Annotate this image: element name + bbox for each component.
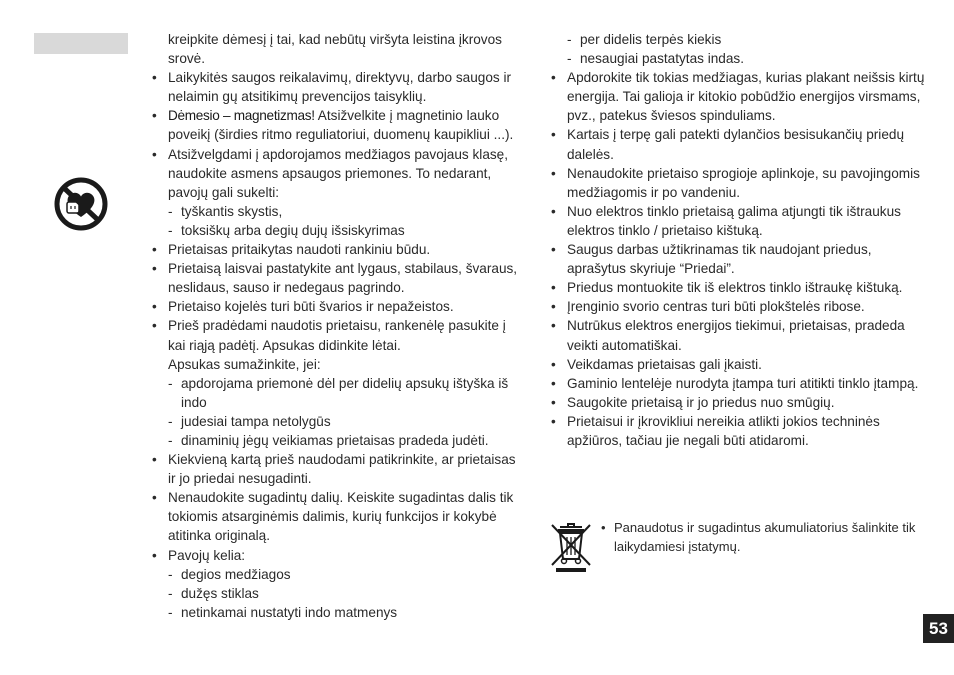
section-tab: [34, 33, 128, 54]
magnetism-warning-text: Atsižvelkite į magnetinio lauko poveikį (širdies ritmo reguliatoriui, duomenų kaupikliui ...).: [168, 108, 514, 143]
list-item: - nesaugiai pastatytas indas.: [551, 49, 929, 68]
no-pacemaker-icon: [54, 177, 108, 231]
list-item: • Prietaisui ir įkrovikliui nereikia atlikti jokios techninės apžiūros, tačiau jie negali būti atidaromi.: [551, 412, 929, 450]
list-item: • Prieš pradėdami naudotis prietaisu, rankenėlę pasukite į kai riąją padėtį. Apsukas didinkite lėtai.: [152, 316, 524, 354]
page-number: 53: [923, 614, 954, 643]
list-item: [152, 106, 524, 144]
list-item: • Prietaiso kojelės turi būti švarios ir nepažeistos.: [152, 297, 524, 316]
list-item: • Laikykitės saugos reikalavimų, direktyvų, darbo saugos ir nelaimin gų atsitikimų prevencijos taisyklių.: [152, 68, 524, 106]
list-item: • Saugus darbas užtikrinamas tik naudojant priedus, aprašytus skyriuje “Priedai”.: [551, 240, 929, 278]
left-column: [152, 30, 524, 622]
list-item: • Atsižvelgdami į apdorojamos medžiagos pavojaus klasę, naudokite asmens apsaugos priemones. To nedarant, pavojų gali sukelti:: [152, 145, 524, 202]
list-item: • Saugokite prietaisą ir jo priedus nuo smūgių.: [551, 393, 929, 412]
list-item: • Veikdamas prietaisas gali įkaisti.: [551, 355, 929, 374]
list-item: • Kartais į terpę gali patekti dylančios besisukančių priedų dalelės.: [551, 125, 929, 163]
list-item: • Kiekvieną kartą prieš naudodami patikrinkite, ar prietaisas ir jo priedai nesugadinti.: [152, 450, 524, 488]
list-item: - degios medžiagos: [152, 565, 524, 584]
list-item: • Nenaudokite sugadintų dalių. Keiskite sugadintas dalis tik tokiomis atsarginėmis dalimis, kurių funkcijos ir kokybė atitinka originalą.: [152, 488, 524, 545]
list-item: • Priedus montuokite tik iš elektros tinklo ištraukę kištuką.: [551, 278, 929, 297]
list-item: - tyškantis skystis,: [152, 202, 524, 221]
list-item: Apsukas sumažinkite, jei:: [168, 356, 321, 372]
right-column: [551, 30, 929, 450]
magnetism-warning-label: Dėmesio – magnetizmas!: [168, 108, 315, 124]
list-item: kreipkite dėmesį į tai, kad nebūtų viršyta leistina įkrovos srovė.: [168, 32, 502, 67]
list-item: • Nenaudokite prietaiso sprogioje aplinkoje, su pavojingomis medžiagomis ir po vandeniu.: [551, 164, 929, 202]
list-item: - dinaminių jėgų veikiamas prietaisas pradeda judėti.: [152, 431, 524, 450]
list-item: - apdorojama priemonė dėl per didelių apsukų ištyška iš indo: [152, 374, 524, 412]
list-item: • Gaminio lentelėje nurodyta įtampa turi atitikti tinklo įtampą.: [551, 374, 929, 393]
list-item: • Prietaisas pritaikytas naudoti rankiniu būdu.: [152, 240, 524, 259]
list-item: - per didelis terpės kiekis: [551, 30, 929, 49]
list-item: • Įrenginio svorio centras turi būti plokštelės ribose.: [551, 297, 929, 316]
list-item: - toksiškų arba degių dujų išsiskyrimas: [152, 221, 524, 240]
crossed-out-bin-icon: [548, 519, 594, 573]
list-item: - judesiai tampa netolygūs: [152, 412, 524, 431]
list-item: • Pavojų kelia:: [152, 546, 524, 565]
battery-disposal-note: • Panaudotus ir sugadintus akumuliatorius šalinkite tik laikydamiesi įstatymų.: [601, 518, 944, 556]
list-item: • Prietaisą laisvai pastatykite ant lygaus, stabilaus, švaraus, neslidaus, sauso ir nedegaus pagrindo.: [152, 259, 524, 297]
list-item: - netinkamai nustatyti indo matmenys: [152, 603, 524, 622]
list-item: • Nutrūkus elektros energijos tiekimui, prietaisas, pradeda veikti automatiškai.: [551, 316, 929, 354]
list-item: • Nuo elektros tinklo prietaisą galima atjungti tik ištraukus elektros tinklo / prietaiso kištuką.: [551, 202, 929, 240]
list-item: • Apdorokite tik tokias medžiagas, kurias plakant neišsis kirtų energija. Tai galioja ir kitokio pobūdžio energijos virsmams, pvz., patekus šviesos spinduliams.: [551, 68, 929, 125]
list-item: - dužęs stiklas: [152, 584, 524, 603]
